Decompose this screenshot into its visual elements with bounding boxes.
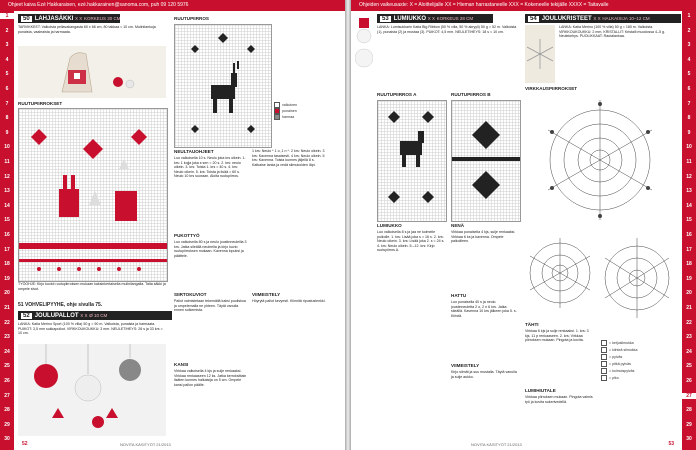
index-tab-14: 14 — [4, 202, 10, 209]
neulausohje-text: Luo valkoisella 10 s. Neulo joka krs oikein. 1. krs: 1 kojja joka s sen = 20 s. 2. krs: neulo oikein. 3. krs: Toista 1. krs = 40 s. 4. krs: Neulo oikein. 5. krs: Toista ja lisää = 60 s. Neulo 10 krs suoraan. Aloita ruutupiirros. — [174, 156, 246, 179]
index-tab-9: 9 — [5, 129, 9, 136]
index-tab-17: 17 — [686, 246, 692, 253]
reindeer-chart — [174, 24, 272, 148]
index-tab-11: 11 — [686, 159, 692, 165]
index-tab-12: 12 — [686, 173, 692, 180]
virkkauspiirrokset-heading: VIRKKAUSPIIRROKSET — [525, 86, 578, 91]
viimeistely-text-left: Höyrytä pallot kevyesti. Kiinnitä ripustuslenkki. — [252, 299, 326, 303]
legend-symbol-icon — [601, 368, 607, 374]
item52-title-text: JOULUPALLOT — [34, 313, 79, 319]
index-tab-19: 19 — [686, 275, 692, 282]
legend-white: valkoinen — [274, 102, 297, 108]
item51-title: 51 VOHVELIPYYHE, ohje sivulla 75. — [18, 302, 103, 308]
left-footer: NOVITA KÄSITYÖT 21/2013 — [120, 442, 171, 447]
item54-size: HALKAISIJA 10–12 CM — [602, 16, 650, 21]
left-page — [0, 0, 345, 450]
legend-symbol-icon — [601, 375, 607, 381]
lumihiutale-heading: LUMIHIUTALE — [525, 388, 556, 393]
item54-title-text: JOULUKRISTEET — [541, 16, 592, 22]
index-tab-4: 4 — [687, 56, 691, 63]
item50-title — [18, 14, 120, 23]
neulausohje-heading: NEULTAUOHJEET — [174, 149, 214, 154]
crochet-diagram-small — [525, 228, 595, 318]
item54-level: X X — [593, 16, 601, 21]
item53-title — [377, 14, 493, 23]
legend-symbol-icon — [601, 354, 607, 360]
index-tab-13: 13 — [686, 188, 692, 195]
snowman-chart-b-art — [452, 101, 520, 221]
bunny-pattern-art — [19, 109, 167, 281]
index-tab-26: 26 — [686, 378, 692, 384]
snowflake-photo — [525, 25, 555, 83]
index-tab-9: 9 — [687, 129, 691, 136]
bunny-cross-stitch-chart — [18, 108, 168, 282]
crochet-legend-item: = pylväs — [601, 354, 622, 360]
index-tab-18: 18 — [686, 261, 692, 268]
lumiukko-text: Luo valkoisella 8 s ja jaa ne kolmelle puikolle. 1. krs: Lisää joka s = 16 s. 2. krs: Neulo oikein. 3. krs: Lisää joka 2. s = 24 s. 4. krs: Neulo oikein. 5.–12. krs: Kirjo ruutupiirros A. — [377, 230, 445, 253]
crochet-snowflake-diagram-art — [599, 228, 675, 328]
ornaments-illustration — [18, 344, 166, 436]
snowman-chart-b — [451, 100, 521, 222]
item54-number: 54 — [530, 16, 537, 22]
left-index-bar — [0, 11, 14, 450]
right-footer: NOVITA KÄSITYÖT 21/2013 — [471, 442, 522, 447]
index-tab-6: 6 — [687, 86, 691, 92]
item52-number: 52 — [23, 313, 30, 319]
index-tab-6: 6 — [5, 86, 9, 92]
crochet-small-diagram-art — [525, 228, 595, 318]
kansi-text: Virkkaa valkoisella 4 kjs ja sulje renkaaksi. Virkkaa renkaaseen 12 ks. Jatka kerroksittain lisäten kunnes halkaisija on 5 cm. Ompele kansi pallon päälle. — [174, 369, 247, 387]
index-tab-25: 25 — [686, 363, 692, 370]
crochet-legend-item: = kolmoispylväs — [601, 368, 634, 374]
snowman-chart-a — [377, 100, 447, 222]
index-tab-2: 2 — [687, 27, 691, 34]
reindeer-chart-art — [175, 25, 271, 147]
gift-bag-illustration — [18, 46, 166, 98]
index-tab-20: 20 — [4, 290, 10, 297]
nena-text: Virkkaa punaisella 4 kjs, sulje renkaaksi. Virkkaa 6 ks ja kavenna. Ompele paikoilleen. — [451, 230, 516, 244]
index-tab-23: 23 — [686, 334, 692, 341]
viimeistely-heading-right: VIIMEISTELY — [451, 363, 480, 368]
index-tab-17: 17 — [4, 246, 10, 253]
lumihiutale-text: Virkkaa piirroksen mukaan. Pingota valmis työ ja kovita sokerivedellä. — [525, 395, 593, 404]
index-tab-15: 15 — [686, 217, 692, 224]
item52-size: Ø 10 CM — [89, 313, 108, 318]
index-tab-8: 8 — [687, 115, 691, 122]
nena-heading: NENÄ — [451, 223, 465, 228]
item53-number: 53 — [382, 16, 389, 22]
item54-title — [525, 14, 681, 23]
index-tab-10: 10 — [4, 144, 10, 151]
index-tab-14: 14 — [686, 202, 692, 209]
item52-materials: LANKA: Katia Merino Sport (100 % villa) 50 g = 90 m. Valkoista, punaista ja harmaata. PUIKOT: 3,5 mm sukkapuikot. VIRKKOUKOUKKU: 3 mm. NEULETIHEYS: 26 s ja 33 krs = 10 cm. — [18, 322, 163, 336]
index-tab-30: 30 — [4, 436, 10, 443]
index-tab-27: 27 — [4, 392, 10, 399]
right-page — [351, 0, 696, 450]
snowflake-photo-art — [525, 25, 555, 83]
index-tab-2: 2 — [5, 27, 9, 34]
crochet-legend-item: = piko — [601, 375, 619, 381]
siirtokuviot-heading: SIIRTOKUVIOT — [174, 292, 207, 297]
index-tab-19: 19 — [4, 275, 10, 282]
snowman-illustration — [355, 14, 373, 94]
crochet-star-diagram-art — [525, 94, 675, 226]
crochet-diagram-snowflake — [599, 228, 675, 328]
item53-size: KORKEUS 28 CM — [436, 16, 474, 21]
ruutupiirros-b-heading: RUUTUPIIRROS B — [451, 92, 491, 97]
item53-title-text: LUMIUKKO — [393, 16, 427, 22]
snowman-chart-a-art — [378, 101, 446, 221]
index-tab-29: 29 — [4, 421, 10, 428]
index-tab-26: 26 — [4, 378, 10, 384]
index-tab-3: 3 — [687, 42, 691, 49]
puikot-heading: PUKOTTYÖ — [174, 233, 200, 238]
item52-level: X X — [80, 313, 88, 318]
kansi-heading: KANSI — [174, 362, 189, 367]
item50-instructions: TYÖOHJE: Kirjo kuviot ruutupiirroksen mukaan kaksinkertaisella mulinilangalla. Taita säkki ja ompele sivut. — [18, 282, 166, 291]
index-tab-22: 22 — [686, 319, 692, 326]
hattu-text: Luo punaisella 40 s ja neulo joustinneuletta 2 o, 2 n 6 krs. Jatka sileällä. Kavenna 10 krs jälkeen joka 5. s. Kiristä. — [451, 300, 517, 318]
item50-number: 50 — [23, 16, 30, 22]
right-index-bar — [682, 11, 696, 450]
ruutupiirros-heading: RUUTUPIIRROS — [174, 16, 209, 21]
index-tab-25: 25 — [4, 363, 10, 370]
siirtokuviot-text: Pallot valmistetaan tekemällä kaksi puoliskoa ja ompelemalla ne yhteen. Täytä vanulla ennen sulkemista. — [174, 299, 246, 313]
index-tab-30: 30 — [686, 436, 692, 443]
item50-level: X X — [75, 16, 83, 21]
index-tab-28: 28 — [4, 407, 10, 414]
item53-level: X X — [427, 16, 435, 21]
item50-size: KORKEUS 30 CM — [83, 16, 120, 21]
index-tab-24: 24 — [4, 348, 10, 355]
ornaments-photo — [18, 344, 166, 436]
index-tab-21: 21 — [686, 305, 692, 311]
index-tab-18: 18 — [4, 261, 10, 268]
left-page-number: 52 — [22, 441, 28, 447]
index-tab-27: 27 — [682, 393, 696, 399]
index-tab-28: 28 — [686, 407, 692, 414]
lumiukko-heading: LUMIUKKO — [377, 223, 402, 228]
legend-grey: harmaa — [274, 114, 294, 120]
index-tab-4: 4 — [5, 56, 9, 63]
index-tab-5: 5 — [5, 71, 9, 78]
left-header-bar: Ohjeet kaiva Ezé Hakkaraisen, ezé.hakkarainen@sanoma.com, puh 09 120 5976 — [0, 0, 345, 11]
puikot-text: Luo valkoisella 80 s ja neulo joustinneuleilla 3 krs. Jatka sileällä neuleella ja kirjo kuvio ruutupiirroksen mukaan. Kavenna lopuksi ja päättele. — [174, 240, 247, 258]
index-tab-21: 21 — [4, 305, 10, 311]
index-tab-5: 5 — [687, 71, 691, 78]
tahti-heading: TÄHTI — [525, 322, 539, 327]
index-tab-15: 15 — [4, 217, 10, 224]
crochet-symbol-legend — [601, 340, 675, 420]
index-tab-13: 13 — [4, 188, 10, 195]
ruutupiirrokset-heading-left: RUUTUPIIRROKSET — [18, 101, 63, 106]
index-tab-24: 24 — [686, 348, 692, 355]
right-page-number: 53 — [668, 441, 674, 447]
index-tab-29: 29 — [686, 421, 692, 428]
crochet-legend-item: = pitkä pylväs — [601, 361, 631, 367]
index-tab-7: 7 — [687, 100, 691, 107]
item53-materials: LANKA: Lumisukkarin Katia Big Ribbon (50 % villa, 50 % akryyli) 50 g = 52 m. Valkoista (1), punaista (2) ja mustaa (3). PUIKOT: 4,5 mm. NEULETIHEYS: 18 s = 10 cm. — [377, 25, 517, 34]
index-tab-3: 3 — [5, 42, 9, 49]
crochet-diagram-star — [525, 94, 675, 226]
item54-materials: LANKA: Katia Merino (100 % villa) 50 g = 180 m. Valkoista. VIRKKOUKOUKKU: 2 mm. KRISTALLIT: Kristalli muodossa 4–5 g. Neulekehys. PUOLIKKAAT: Rautalankaa. — [559, 25, 665, 39]
index-tab-23: 23 — [4, 334, 10, 341]
ohje-col3-text: 1 krs: Neulo * 1 o, 1 n *. 2 krs: Neulo oikein. 3 krs: Kavenna tasaisesti. 4 krs: Neulo oikein. 5 krs: Kavenna. Toista kunnes jäljellä 8 s. Katkaise lanka ja vedä silmukoiden läpi. — [252, 149, 325, 167]
right-header-bar: Ohjeiden vaikeusaste: X = Aloittelijalle XX = Hieman harrastaneelle XXX = Kokeneelle tekijälle XXXX = Taitavalle — [351, 0, 696, 11]
viimeistely-text-right: Kirjo silmät ja suu mustalla. Täytä vanulla ja sulje aukko. — [451, 370, 517, 379]
index-tab-1: 1 — [687, 13, 691, 19]
crochet-legend-item: = kiinteä silmukka — [601, 347, 637, 353]
hattu-heading: HATTU — [451, 293, 467, 298]
index-tab-20: 20 — [686, 290, 692, 297]
index-tab-12: 12 — [4, 173, 10, 180]
index-tab-7: 7 — [5, 100, 9, 107]
index-tab-8: 8 — [5, 115, 9, 122]
index-tab-16: 16 — [686, 232, 692, 238]
legend-symbol-icon — [601, 340, 607, 346]
item50-materials: TARVIKKEET: Valkoista pellavakangasta 60 x 66 cm, 80 takkaa = 10 cm. Mulinilankoja punaista, vaaleaista ja harmaata. — [18, 25, 156, 34]
index-tab-1: 1 — [0, 13, 14, 19]
legend-symbol-icon — [601, 361, 607, 367]
gift-bag-photo — [18, 46, 166, 98]
crochet-legend-item: = ketjusilmukka — [601, 340, 634, 346]
index-tab-16: 16 — [4, 232, 10, 238]
index-tab-22: 22 — [4, 319, 10, 326]
item50-title-text: LAHJASÄKKI — [34, 16, 74, 22]
tahti-text: Virkkaa 6 kjs ja sulje renkaaksi. 1. krs: 3 kjs, 11 p renkaaseen. 2. krs: Virkkaa piirroksen mukaan. Pingota ja kovita. — [525, 329, 589, 343]
viimeistely-heading-left: VIIMEISTELY — [252, 292, 281, 297]
legend-red: punainen — [274, 108, 297, 114]
item52-title — [18, 311, 172, 320]
legend-symbol-icon — [601, 347, 607, 353]
index-tab-10: 10 — [686, 144, 692, 151]
ruutupiirros-a-heading: RUUTUPIIRROS A — [377, 92, 417, 97]
index-tab-11: 11 — [4, 159, 10, 165]
snowman-photo — [355, 14, 373, 94]
